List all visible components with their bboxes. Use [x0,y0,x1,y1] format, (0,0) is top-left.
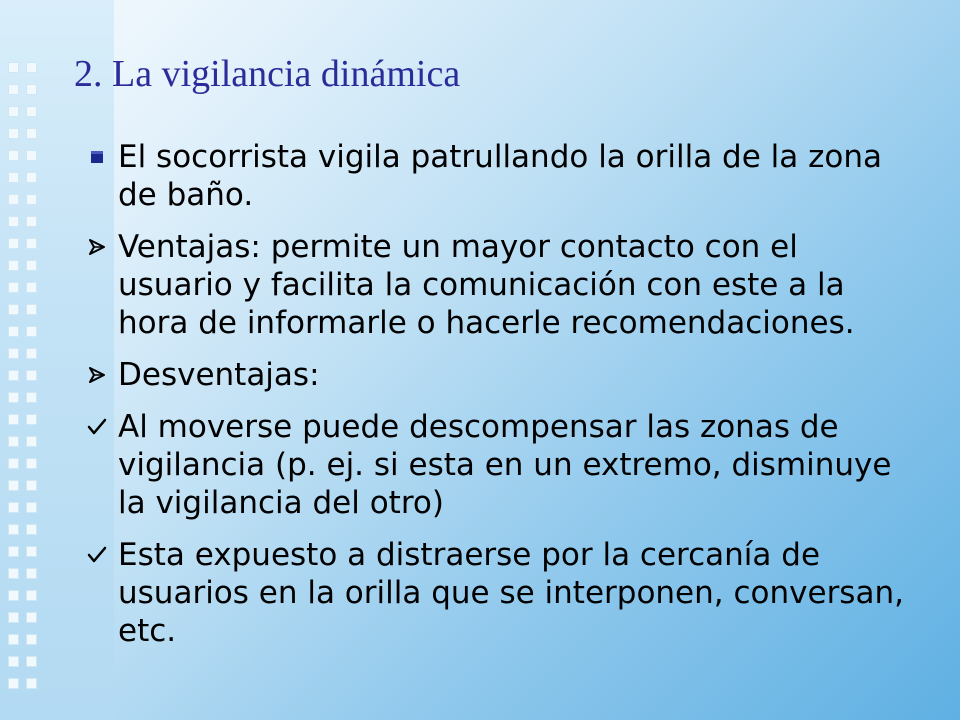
decorative-square [26,106,37,117]
decorative-square [26,436,37,447]
bullet-text: El socorrista vigila patrullando la orilla de la zona de baño. [118,139,883,213]
decorative-square [26,458,37,469]
decorative-square [26,502,37,513]
bullet-item [80,138,910,214]
decorative-square-column [0,0,40,720]
decorative-square [8,260,19,271]
decorative-square [8,436,19,447]
decorative-square [8,348,19,359]
decorative-square [26,128,37,139]
decorative-square [26,260,37,271]
decorative-square [26,326,37,337]
decorative-square [26,612,37,623]
bullet-text: Esta expuesto a distraerse por la cercanía de usuarios en la orilla que se interponen, conversan, etc. [118,537,904,649]
decorative-square [26,678,37,689]
decorative-square [26,392,37,403]
decorative-square [26,150,37,161]
decorative-square [8,656,19,667]
bullet-text: Desventajas: [118,357,320,393]
decorative-square [26,656,37,667]
decorative-square [8,84,19,95]
decorative-square [8,150,19,161]
decorative-square [26,524,37,535]
decorative-square [8,326,19,337]
decorative-square [26,282,37,293]
decorative-square [8,370,19,381]
decorative-square [8,414,19,425]
decorative-square [26,216,37,227]
arrow-bullet-icon [86,228,110,266]
decorative-square [8,612,19,623]
decorative-square [26,84,37,95]
decorative-square [8,392,19,403]
decorative-square [26,546,37,557]
decorative-square [8,458,19,469]
decorative-square [26,304,37,315]
bullet-item [80,356,910,394]
bullet-item [80,228,910,342]
decorative-square [26,348,37,359]
arrow-bullet-icon [86,356,110,394]
decorative-square [8,590,19,601]
check-bullet-icon [86,408,110,446]
decorative-square [8,480,19,491]
decorative-square [26,568,37,579]
decorative-square [26,370,37,381]
decorative-square [26,194,37,205]
bullet-item [80,536,910,650]
decorative-square [8,502,19,513]
decorative-square [8,282,19,293]
bullet-item [80,408,910,522]
square-bullet-icon [86,138,110,176]
decorative-square [8,106,19,117]
bullet-text: Al moverse puede descompensar las zonas de vigilancia (p. ej. si esta en un extremo, disminuye la vigilancia del otro) [118,409,892,521]
decorative-square [8,568,19,579]
decorative-square [8,238,19,249]
decorative-square [26,480,37,491]
decorative-square [8,128,19,139]
decorative-square [8,216,19,227]
decorative-square [26,414,37,425]
decorative-square [8,62,19,73]
decorative-square [8,524,19,535]
decorative-square [26,238,37,249]
slide-title: 2. La vigilancia dinámica [74,53,461,95]
decorative-square [8,172,19,183]
decorative-square [8,304,19,315]
decorative-square [26,590,37,601]
decorative-square [26,634,37,645]
decorative-square [8,634,19,645]
decorative-square [26,62,37,73]
bullet-list [80,138,910,664]
check-bullet-icon [86,536,110,574]
decorative-square [8,194,19,205]
decorative-square [26,172,37,183]
decorative-square [8,678,19,689]
decorative-square [8,546,19,557]
bullet-text: Ventajas: permite un mayor contacto con el usuario y facilita la comunicación con este a la hora de informarle o hacerle recomendaciones. [118,229,855,341]
